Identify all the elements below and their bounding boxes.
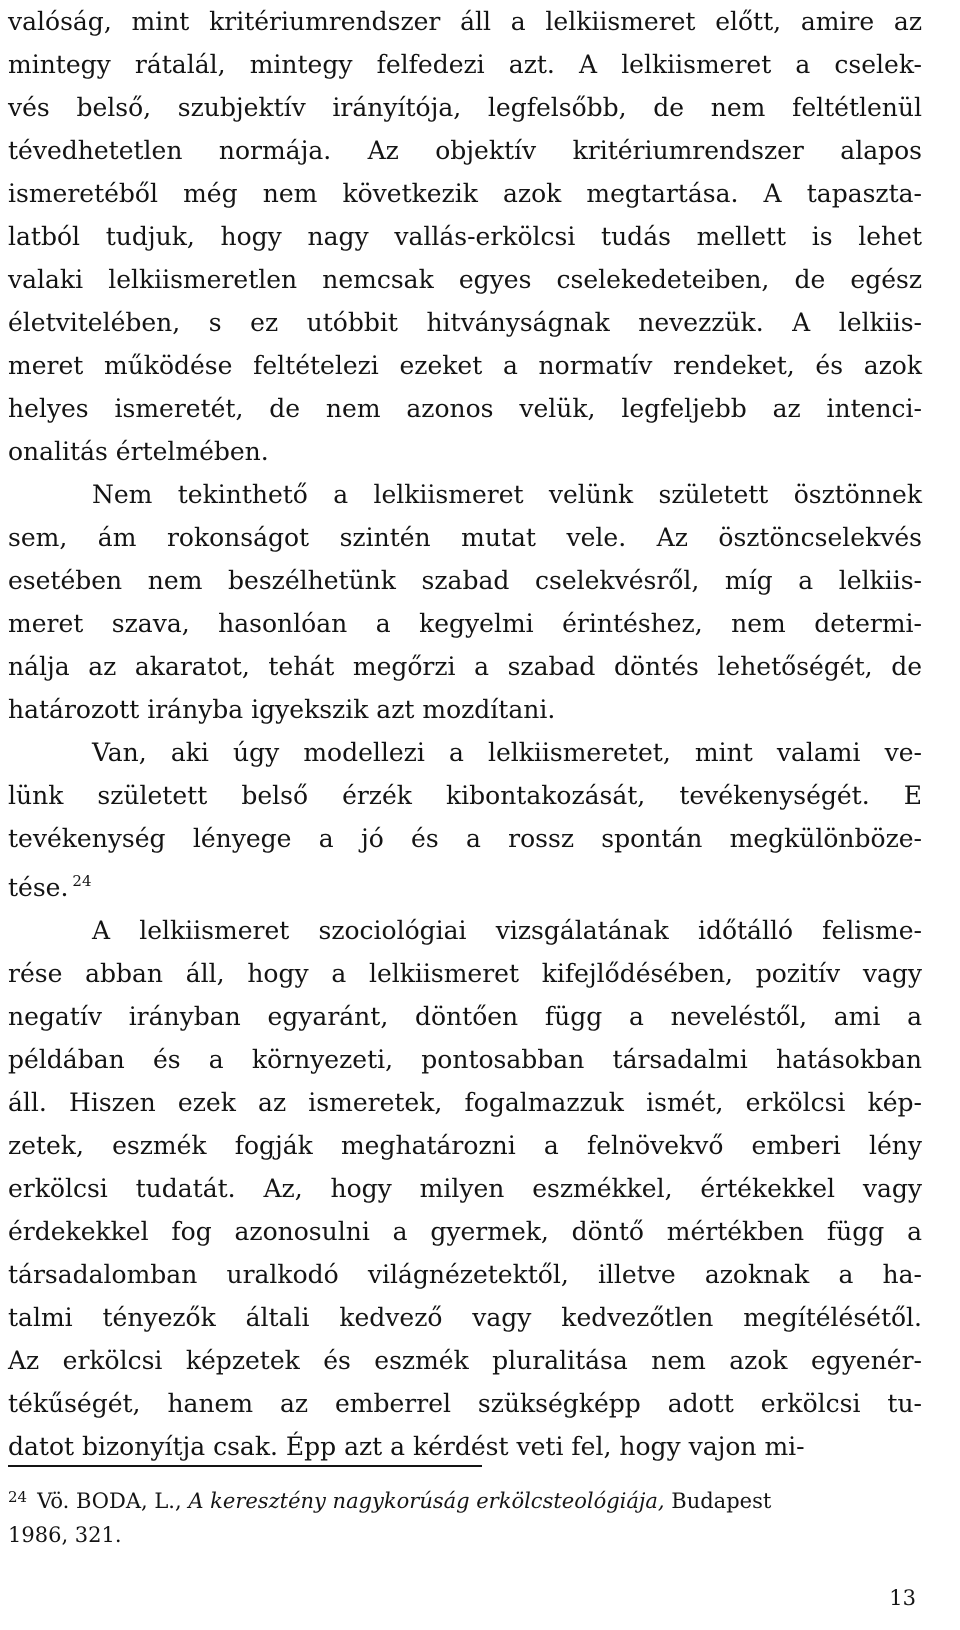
text-line: határozott irányba igyekszik azt mozdítani. <box>8 695 556 724</box>
paragraph-3 <box>8 731 922 909</box>
text-line: ismeretéből még nem következik azok megtartása. A tapaszta- <box>8 179 922 208</box>
text-line: érdekekkel fog azonosulni a gyermek, döntő mértékben függ a <box>8 1217 922 1246</box>
text-line: társadalomban uralkodó világnézetektől, illetve azoknak a ha- <box>8 1260 922 1289</box>
footnote-prefix: Vö. BODA, L., <box>37 1489 189 1513</box>
text-line: mintegy rátalál, mintegy felfedezi azt. A lelkiismeret a cselek- <box>8 50 922 79</box>
text-line: A lelkiismeret szociológiai vizsgálatának időtálló felisme- <box>92 916 922 945</box>
text-line: vés belső, szubjektív irányítója, legfelsőbb, de nem feltétlenül <box>8 93 922 122</box>
page-number: 13 <box>889 1586 916 1610</box>
paragraph-1 <box>8 0 922 473</box>
footnote-line-1 <box>8 1480 922 1518</box>
text-line: negatív irányban egyaránt, döntően függ a neveléstől, ami a <box>8 1002 922 1031</box>
text-line: meret szava, hasonlóan a kegyelmi érintéshez, nem determi- <box>8 609 922 638</box>
footnote-divider <box>8 1465 482 1467</box>
text-line: tése. $^{24}$ <box>8 872 92 902</box>
text-line: tévedhetetlen normája. Az objektív kritériumrendszer alapos <box>8 136 922 165</box>
text-line: Az erkölcsi képzetek és eszmék pluralitása nem azok egyenér- <box>8 1346 922 1375</box>
footnote-number: 24 <box>8 1488 28 1506</box>
paragraph-2 <box>8 473 922 731</box>
text-line: rése abban áll, hogy a lelkiismeret kifejlődésében, pozitív vagy <box>8 959 922 988</box>
text-line: életvitelében, s ez utóbbit hitványságnak nevezzük. A lelkiis- <box>8 308 922 337</box>
text-line: talmi tényezők általi kedvező vagy kedvezőtlen megítélésétől. <box>8 1303 922 1332</box>
text-line: Van, aki úgy modellezi a lelkiismeretet, mint valami ve- <box>92 738 922 767</box>
text-line: esetében nem beszélhetünk szabad cselekvésről, míg a lelkiis- <box>8 566 922 595</box>
text-line: Nem tekinthető a lelkiismeret velünk született ösztönnek <box>92 480 922 509</box>
footnote-title: A keresztény nagykorúság erkölcsteológiája, <box>188 1489 665 1513</box>
text-line: tevékenység lényege a jó és a rossz spontán megkülönböze- <box>8 824 922 853</box>
text-line: helyes ismeretét, de nem azonos velük, legfeljebb az intenci- <box>8 394 922 423</box>
page-body <box>8 0 922 1468</box>
text-line: tékűségét, hanem az emberrel szükségképp adott erkölcsi tu- <box>8 1389 922 1418</box>
text-line: nálja az akaratot, tehát megőrzi a szabad döntés lehetőségét, de <box>8 652 922 681</box>
text-line: erkölcsi tudatát. Az, hogy milyen eszmékkel, értékekkel vagy <box>8 1174 922 1203</box>
footnote-line-2: 1986, 321. <box>8 1523 122 1547</box>
text-line: onalitás értelmében. <box>8 437 269 466</box>
text-line: latból tudjuk, hogy nagy vallás-erkölcsi tudás mellett is lehet <box>8 222 922 251</box>
footnote <box>8 1480 922 1552</box>
text-line: lünk született belső érzék kibontakozását, tevékenységét. E <box>8 781 922 810</box>
text-line: sem, ám rokonságot szintén mutat vele. Az ösztöncselekvés <box>8 523 922 552</box>
footnote-suffix: Budapest <box>664 1489 772 1513</box>
text-line: példában és a környezeti, pontosabban társadalmi hatásokban <box>8 1045 922 1074</box>
text-line: meret működése feltételezi ezeket a normatív rendeket, és azok <box>8 351 922 380</box>
footnote-reference[interactable]: 24 <box>72 872 92 890</box>
text-line: zetek, eszmék fogják meghatározni a felnövekvő emberi lény <box>8 1131 922 1160</box>
text-line: áll. Hiszen ezek az ismeretek, fogalmazzuk ismét, erkölcsi kép- <box>8 1088 922 1117</box>
text-line: datot bizonyítja csak. Épp azt a kérdést veti fel, hogy vajon mi- <box>8 1432 805 1461</box>
text-line: valóság, mint kritériumrendszer áll a lelkiismeret előtt, amire az <box>8 7 922 36</box>
paragraph-4 <box>8 909 922 1468</box>
text-line: valaki lelkiismeretlen nemcsak egyes cselekedeteiben, de egész <box>8 265 922 294</box>
